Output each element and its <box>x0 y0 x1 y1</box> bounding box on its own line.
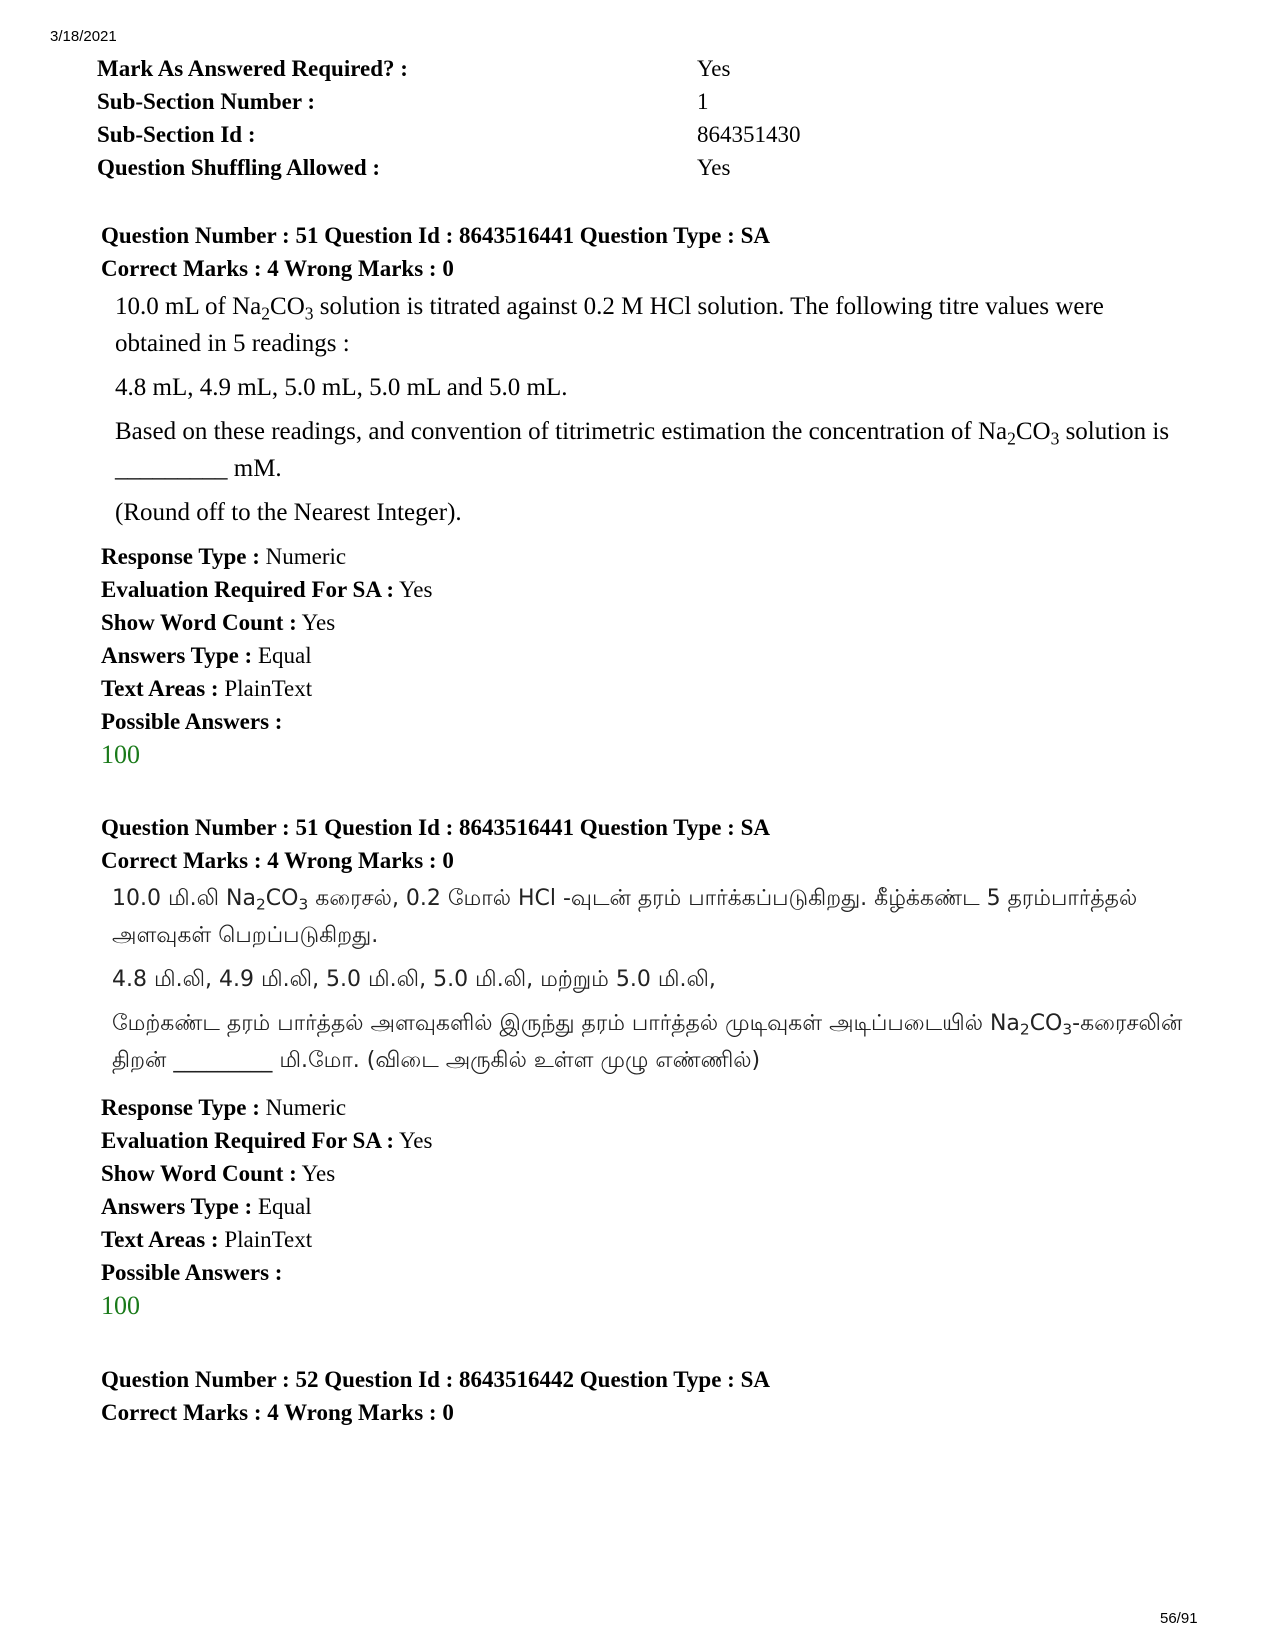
field-row <box>101 676 312 702</box>
field-value: PlainText <box>218 1227 313 1252</box>
field-value: Numeric <box>259 1095 347 1120</box>
field-row <box>101 709 282 735</box>
field-label: Text Areas : <box>101 676 219 701</box>
field-row <box>101 1161 335 1187</box>
field-label: Evaluation Required For SA : <box>101 577 395 602</box>
question-paragraph: (Round off to the Nearest Integer). <box>115 499 462 526</box>
field-label: Possible Answers : <box>101 709 283 734</box>
question-text <box>115 288 1195 538</box>
question-header: Question Number : 51 Question Id : 8643516441 Question Type : SA <box>101 815 770 840</box>
field-label: Response Type : <box>101 544 260 569</box>
meta-row <box>97 122 801 148</box>
question-header: Question Number : 51 Question Id : 8643516441 Question Type : SA <box>101 223 770 248</box>
page-number: 56/91 <box>1160 1610 1198 1627</box>
field-label: Show Word Count : <box>101 610 297 635</box>
meta-value: Yes <box>697 155 731 180</box>
question-paragraph: 10.0 மி.லி $Na_2CO_3$ கரைசல், 0.2 மோல் HCl -வுடன் தரம் பார்க்கப்படுகிறது. கீழ்க்கண்ட 5 தரம்பார்த்தல் அளவுகள் பெறப்படுகிறது. <box>112 886 1138 948</box>
question-paragraph: 10.0 mL of $Na_2CO_3$ solution is titrated against 0.2 M HCl solution. The following titre values were obtained in 5 readings : <box>115 293 1104 357</box>
field-row <box>101 643 312 669</box>
meta-label: Mark As Answered Required? : <box>97 56 408 81</box>
meta-value: Yes <box>697 56 731 81</box>
field-row <box>101 1194 312 1220</box>
meta-label: Sub-Section Number : <box>97 89 316 114</box>
question-text <box>112 880 1202 1086</box>
meta-value: 1 <box>697 89 709 114</box>
question-paragraph: 4.8 மி.லி, 4.9 மி.லி, 5.0 மி.லி, 5.0 மி.லி, மற்றும் 5.0 மி.லி, <box>112 967 716 992</box>
field-label: Text Areas : <box>101 1227 219 1252</box>
field-value: Equal <box>252 643 312 668</box>
field-value: PlainText <box>218 676 313 701</box>
field-row <box>101 1260 282 1286</box>
field-label: Answers Type : <box>101 1194 253 1219</box>
question-header: Question Number : 52 Question Id : 8643516442 Question Type : SA <box>101 1367 770 1392</box>
meta-row <box>97 155 730 181</box>
meta-label: Question Shuffling Allowed : <box>97 155 381 180</box>
question-paragraph: 4.8 mL, 4.9 mL, 5.0 mL, 5.0 mL and 5.0 mL. <box>115 374 568 401</box>
field-value: Equal <box>252 1194 312 1219</box>
question-paragraph: மேற்கண்ட தரம் பார்த்தல் அளவுகளில் இருந்து தரம் பார்த்தல் முடிவுகள் அடிப்படையில் $Na_2CO_3-கரைசலின்$ திறன் _________ மி.மோ. (விடை அருகில் உள்ள முழு எண்ணில்) <box>112 1011 1183 1073</box>
field-label: Possible Answers : <box>101 1260 283 1285</box>
field-value: Yes <box>394 1128 433 1153</box>
field-row <box>101 1128 432 1154</box>
field-row <box>101 610 335 636</box>
print-date: 3/18/2021 <box>50 28 117 45</box>
possible-answer: 100 <box>101 1291 140 1320</box>
field-value: Numeric <box>259 544 347 569</box>
field-label: Response Type : <box>101 1095 260 1120</box>
field-value: Yes <box>296 610 336 635</box>
question-paragraph: Based on these readings, and convention of titrimetric estimation the concentration of $Na_2CO_3$ solution is _________ mM. <box>115 418 1170 482</box>
field-row <box>101 1095 346 1121</box>
field-label: Show Word Count : <box>101 1161 297 1186</box>
meta-row <box>97 89 709 115</box>
question-marks: Correct Marks : 4 Wrong Marks : 0 <box>101 1400 454 1425</box>
field-row <box>101 1227 312 1253</box>
meta-label: Sub-Section Id : <box>97 122 256 147</box>
field-value: Yes <box>394 577 433 602</box>
field-label: Answers Type : <box>101 643 253 668</box>
possible-answer: 100 <box>101 740 140 769</box>
meta-value: 864351430 <box>697 122 801 147</box>
question-marks: Correct Marks : 4 Wrong Marks : 0 <box>101 256 454 281</box>
field-label: Evaluation Required For SA : <box>101 1128 395 1153</box>
question-marks: Correct Marks : 4 Wrong Marks : 0 <box>101 848 454 873</box>
field-row <box>101 544 346 570</box>
field-value: Yes <box>296 1161 336 1186</box>
meta-row <box>97 56 730 82</box>
field-row <box>101 577 432 603</box>
